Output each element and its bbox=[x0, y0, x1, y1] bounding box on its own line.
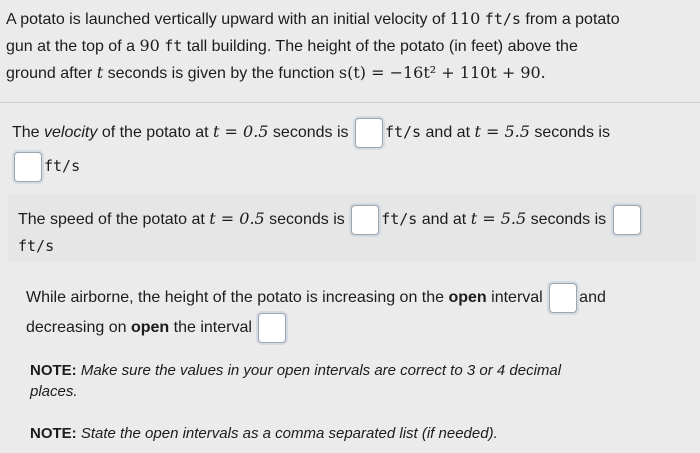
increasing-interval-input[interactable] bbox=[549, 283, 577, 313]
interval-question: While airborne, the height of the potato is increasing on the open interval and bbox=[26, 283, 606, 313]
velocity-t1-input[interactable] bbox=[355, 118, 383, 148]
speed-question: The speed of the potato at t = 0.5 seconds is ft/s and at t = 5.5 seconds is bbox=[18, 205, 643, 235]
velocity-question-cont: ft/s bbox=[12, 152, 80, 182]
height-function: s(t) = −16t² + 110t + 90. bbox=[338, 63, 546, 82]
separator bbox=[0, 102, 700, 103]
decreasing-interval-input[interactable] bbox=[258, 313, 286, 343]
note-1: NOTE: Make sure the values in your open intervals are correct to 3 or 4 decimal bbox=[30, 362, 562, 379]
problem-line-2: gun at the top of a 90 ft tall building. The height of the potato (in feet) above the bbox=[6, 36, 578, 55]
velocity-question: The velocity of the potato at t = 0.5 seconds is ft/s and at t = 5.5 seconds is bbox=[12, 118, 610, 148]
note-1-cont: places. bbox=[30, 383, 78, 400]
note-2: NOTE: State the open intervals as a comma separated list (if needed). bbox=[30, 425, 498, 442]
interval-question-cont: decreasing on open the interval bbox=[26, 313, 288, 343]
speed-t1-input[interactable] bbox=[351, 205, 379, 235]
problem-line-3: ground after t seconds is given by the function s(t) = −16t² + 110t + 90. bbox=[6, 63, 546, 82]
speed-t2-input[interactable] bbox=[613, 205, 641, 235]
velocity-t2-input[interactable] bbox=[14, 152, 42, 182]
speed-question-cont: ft/s bbox=[18, 237, 55, 255]
problem-line-1: A potato is launched vertically upward with an initial velocity of 110 ft/s from a potato bbox=[6, 9, 620, 28]
